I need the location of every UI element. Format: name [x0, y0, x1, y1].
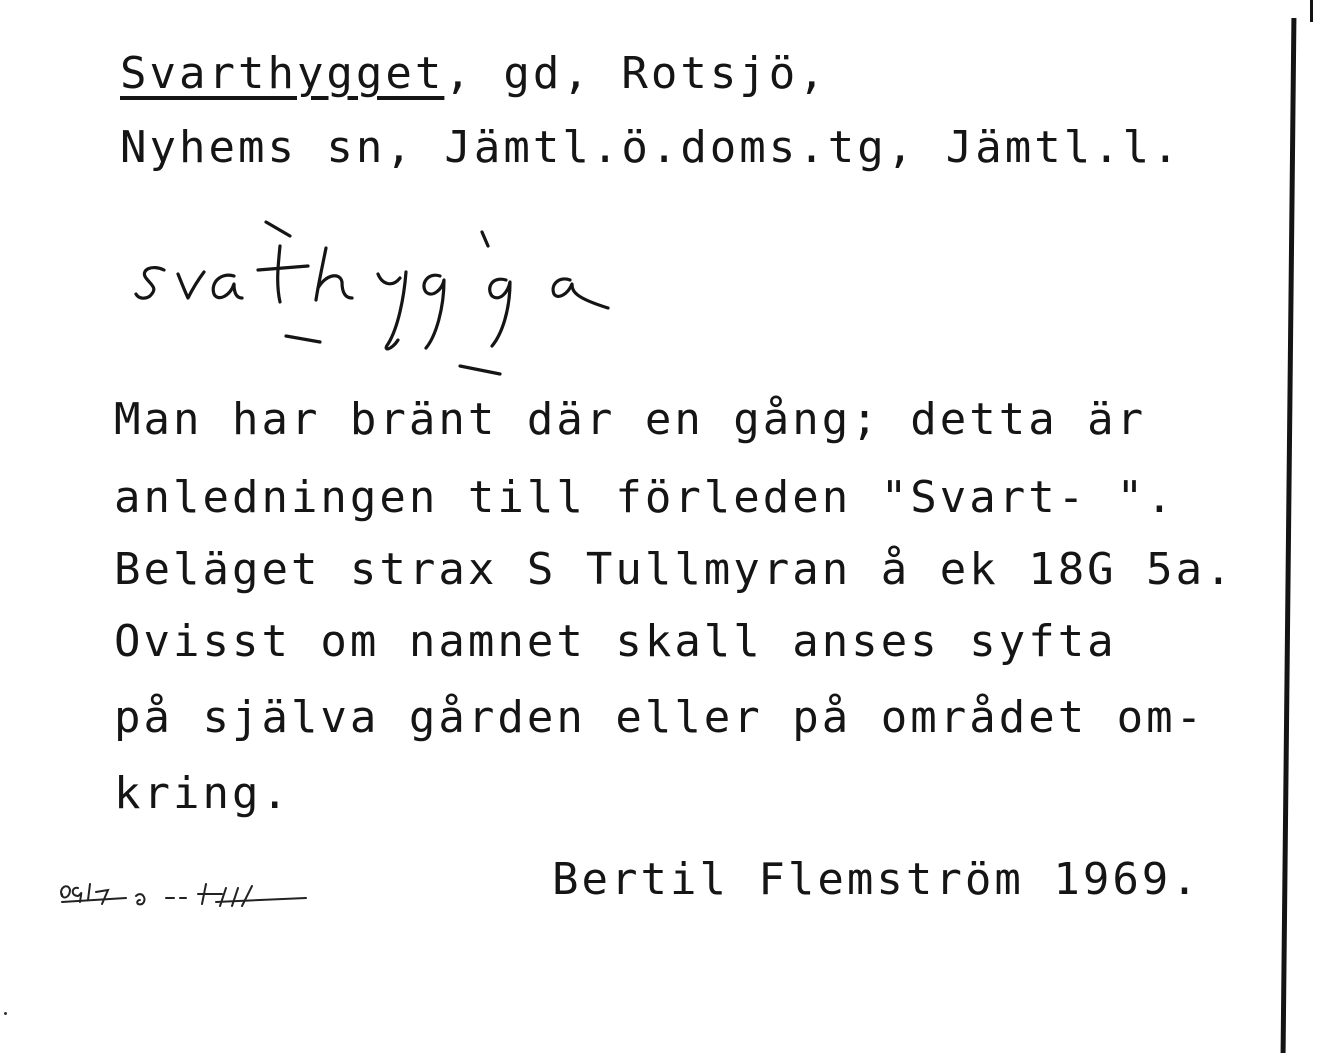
handwritten-reference-note — [56, 874, 326, 924]
handwritten-pronunciation — [130, 218, 630, 388]
headword: Svarthygget — [120, 48, 445, 99]
body-line: kring. — [114, 768, 291, 819]
body-line: Beläget strax S Tullmyran å ek 18G 5a. — [114, 544, 1235, 595]
paper-speck — [4, 1012, 7, 1015]
body-line: Man har bränt där en gång; detta är — [114, 394, 1147, 445]
body-line: Ovisst om namnet skall anses syfta — [114, 616, 1117, 667]
header-line-1 — [120, 48, 828, 99]
signature: Bertil Flemström 1969. — [552, 854, 1201, 905]
body-line: på själva gården eller på området om- — [114, 692, 1206, 743]
card-edge-corner — [1310, 0, 1332, 22]
card-edge-right — [1281, 18, 1297, 1053]
header-line-2: Nyhems sn, Jämtl.ö.doms.tg, Jämtl.l. — [120, 122, 1182, 173]
body-line: anledningen till förleden "Svart- ". — [114, 472, 1176, 523]
header-place-info: , gd, Rotsjö, — [444, 48, 828, 99]
